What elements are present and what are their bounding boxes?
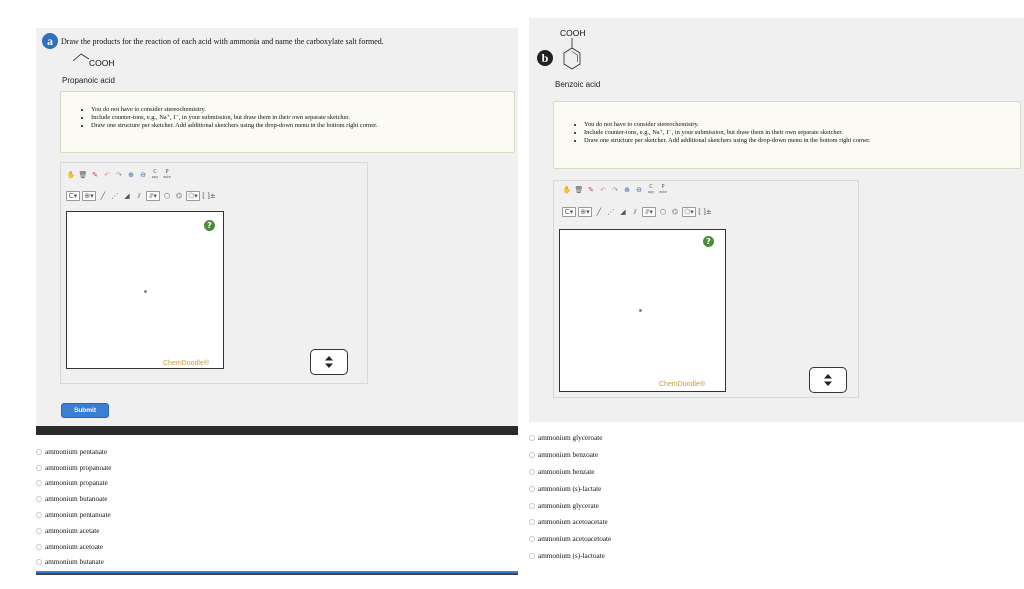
chemdoodle-brand: ChemDoodle® <box>163 360 210 367</box>
right-drawing-canvas[interactable] <box>559 229 726 392</box>
propanoic-acid-name: Propanoic acid <box>62 76 115 85</box>
cyclohexane-icon[interactable]: ⬡ <box>659 208 667 216</box>
radio-button[interactable] <box>529 435 535 441</box>
radio-button[interactable] <box>36 496 42 502</box>
radio-button[interactable] <box>36 559 42 565</box>
radio-button[interactable] <box>36 544 42 550</box>
answer-option[interactable] <box>36 507 111 523</box>
option-label: ammonium benzoate <box>538 451 599 460</box>
hashed-bond-icon[interactable]: ⋰ <box>607 208 615 216</box>
right-toolbar-row-1 <box>562 185 670 195</box>
option-label: ammonium acetoacetate <box>538 518 608 527</box>
ring-selector[interactable]: ⬠▾ <box>186 191 200 201</box>
hand-icon[interactable]: ✋ <box>66 171 76 179</box>
left-toolbar-row-1 <box>66 170 174 180</box>
answer-option[interactable] <box>36 555 111 571</box>
undo-icon[interactable]: ↶ <box>104 171 110 179</box>
answer-option[interactable] <box>36 523 111 539</box>
undo-icon[interactable]: ↶ <box>600 186 606 194</box>
option-label: ammonium benzate <box>538 467 595 476</box>
help-icon[interactable]: ? <box>703 236 714 247</box>
answer-option[interactable] <box>36 476 111 492</box>
option-label: ammonium propanoate <box>45 463 112 472</box>
answer-option[interactable] <box>529 548 611 565</box>
option-label: ammonium butanate <box>45 558 104 567</box>
cyclohexane-icon[interactable]: ⬡ <box>163 192 171 200</box>
left-toolbar-row-2 <box>66 191 218 201</box>
answer-option[interactable] <box>36 491 111 507</box>
option-label: ammonium acetoacetoate <box>538 535 612 544</box>
instruction-item: • Draw one structure per sketcher. Add additional sketchers using the drop-down menu in the bottom right corner. <box>584 137 1020 145</box>
radio-button[interactable] <box>529 452 535 458</box>
radio-button[interactable] <box>529 503 535 509</box>
redo-icon[interactable]: ↷ <box>612 186 618 194</box>
right-instructions-box <box>553 101 1021 169</box>
instruction-item: • Include counter-ions, e.g., Na⁺, I⁻, in your submission, but draw them in their own separate sketcher. <box>91 114 514 122</box>
option-label: ammonium (s)-lactate <box>538 484 602 493</box>
benzene-icon[interactable]: ⌬ <box>671 208 679 216</box>
question-badge-a: a <box>42 33 58 49</box>
element-selector-label: C <box>564 208 570 216</box>
paste-button-label: P <box>165 169 169 175</box>
benzoic-acid-group-label: COOH <box>560 28 586 38</box>
benzoic-acid-skeletal-structure <box>561 37 583 79</box>
radio-button[interactable] <box>36 449 42 455</box>
option-label: ammonium glyceroate <box>538 434 603 443</box>
option-label: ammonium (s)-lactoate <box>538 551 605 560</box>
single-bond-icon[interactable]: ╱ <box>596 208 602 216</box>
answer-option[interactable] <box>529 497 611 514</box>
bond-type-selector[interactable]: ⫻▾ <box>146 191 160 201</box>
bond-type-selector[interactable]: ⫻▾ <box>642 207 656 217</box>
eraser-icon[interactable]: ✎ <box>92 171 98 179</box>
option-label: ammonium pentanoate <box>45 511 111 520</box>
answer-option[interactable] <box>529 531 611 548</box>
copy-button[interactable] <box>150 170 160 180</box>
hashed-bond-icon[interactable]: ⋰ <box>111 192 119 200</box>
answer-option[interactable] <box>36 460 111 476</box>
benzene-icon[interactable]: ⌬ <box>175 192 183 200</box>
copy-button-sub: opy <box>151 175 159 179</box>
paste-button[interactable] <box>658 185 668 195</box>
redo-icon[interactable]: ↷ <box>116 171 122 179</box>
canvas-center-dot <box>639 309 642 312</box>
clear-icon[interactable]: 🗑 <box>574 186 584 194</box>
option-label: ammonium glycerate <box>538 501 599 510</box>
question-prompt: Draw the products for the reaction of each acid with ammonia and name the carboxylate salt formed. <box>61 37 384 46</box>
clear-icon[interactable]: 🗑 <box>78 171 88 179</box>
option-label: ammonium pentanate <box>45 447 108 456</box>
paste-button-sub: aste <box>659 190 667 194</box>
hand-icon[interactable]: ✋ <box>562 186 572 194</box>
answer-option[interactable] <box>36 539 111 555</box>
radio-button[interactable] <box>36 528 42 534</box>
eraser-icon[interactable]: ✎ <box>588 186 594 194</box>
radio-button[interactable] <box>529 536 535 542</box>
radio-button[interactable] <box>529 486 535 492</box>
element-selector[interactable]: C ▾ <box>562 207 576 217</box>
left-instructions-box <box>60 91 515 153</box>
benzoic-acid-name: Benzoic acid <box>555 80 601 89</box>
sketcher-count-stepper[interactable] <box>809 367 847 393</box>
answer-option[interactable] <box>529 480 611 497</box>
chemdoodle-brand: ChemDoodle® <box>659 381 706 388</box>
instruction-item: • Draw one structure per sketcher. Add additional sketchers using the drop-down menu in the bottom right corner. <box>91 122 514 130</box>
copy-button-label: C <box>649 184 653 190</box>
stepper-arrows-icon <box>823 373 833 387</box>
bracket-icon[interactable]: [ ]± <box>698 208 712 216</box>
ring-selector[interactable]: ⬠▾ <box>682 207 696 217</box>
radio-button[interactable] <box>529 469 535 475</box>
left-bottom-dark-line <box>36 573 518 575</box>
charge-selector[interactable]: ⊕▾ <box>82 191 96 201</box>
paste-button-label: P <box>661 184 665 190</box>
element-selector-label: C <box>68 192 74 200</box>
option-label: ammonium acetoate <box>45 542 104 551</box>
zoom-in-icon[interactable]: ⊕ <box>128 171 134 179</box>
zoom-out-icon[interactable]: ⊖ <box>636 186 642 194</box>
copy-button-label: C <box>153 169 157 175</box>
right-toolbar-row-2 <box>562 207 714 217</box>
charge-selector[interactable]: ⊕▾ <box>578 207 592 217</box>
single-bond-icon[interactable]: ╱ <box>100 192 106 200</box>
right-answer-options <box>529 430 611 564</box>
stepper-arrows-icon <box>324 355 334 369</box>
bracket-icon[interactable]: [ ]± <box>202 192 216 200</box>
answer-option[interactable] <box>529 430 611 447</box>
question-badge-b: b <box>537 50 553 66</box>
submit-button[interactable]: Submit <box>61 403 109 418</box>
option-label: ammonium butanoate <box>45 495 108 504</box>
help-icon[interactable]: ? <box>204 220 215 231</box>
zoom-out-icon[interactable]: ⊖ <box>140 171 146 179</box>
answer-option[interactable] <box>529 514 611 531</box>
radio-button[interactable] <box>36 465 42 471</box>
option-label: ammonium acetate <box>45 526 100 535</box>
double-bond-icon[interactable]: ⫽ <box>137 191 141 200</box>
element-selector[interactable]: C ▾ <box>66 191 80 201</box>
copy-button[interactable] <box>646 185 656 195</box>
canvas-center-dot <box>144 290 147 293</box>
answer-option[interactable] <box>529 447 611 464</box>
radio-button[interactable] <box>36 480 42 486</box>
wedge-bond-icon[interactable]: ◢ <box>124 192 130 200</box>
radio-button[interactable] <box>529 519 535 525</box>
option-label: ammonium propanate <box>45 479 108 488</box>
wedge-bond-icon[interactable]: ◢ <box>620 208 626 216</box>
instruction-item: • You do not have to consider stereochemistry. <box>584 121 1020 129</box>
left-divider-bar <box>36 426 518 435</box>
radio-button[interactable] <box>36 512 42 518</box>
instruction-item: • Include counter-ions, e.g., Na⁺, I⁻, in your submission, but draw them in their own separate sketcher. <box>584 129 1020 137</box>
answer-option[interactable] <box>36 444 111 460</box>
left-answer-options <box>36 444 111 570</box>
radio-button[interactable] <box>529 553 535 559</box>
paste-button-sub: aste <box>163 175 171 179</box>
paste-button[interactable] <box>162 170 172 180</box>
instruction-item: • You do not have to consider stereochemistry. <box>91 106 514 114</box>
answer-option[interactable] <box>529 464 611 481</box>
sketcher-count-stepper[interactable] <box>310 349 348 375</box>
copy-button-sub: opy <box>647 190 655 194</box>
zoom-in-icon[interactable]: ⊕ <box>624 186 630 194</box>
double-bond-icon[interactable]: ⫽ <box>633 207 637 216</box>
propanoic-acid-group-label: COOH <box>89 58 115 68</box>
